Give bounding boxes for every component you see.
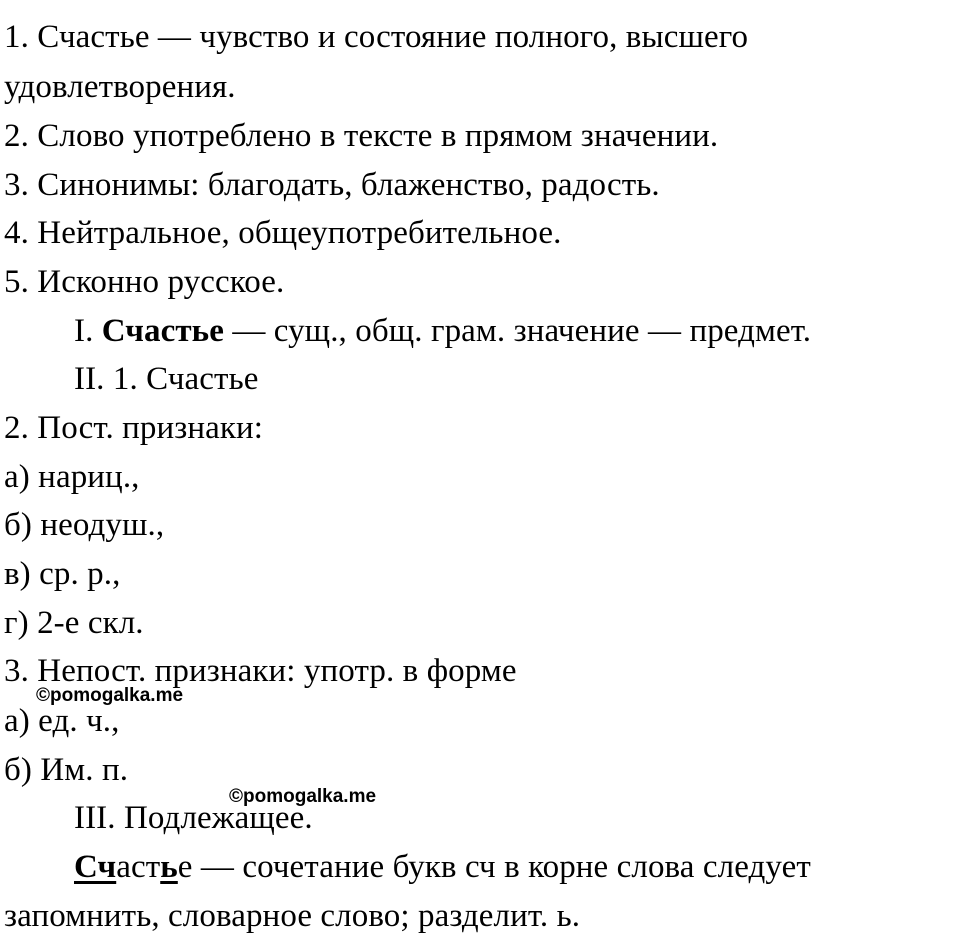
line-10: а) нариц., [4,459,140,495]
line-3: 2. Слово употреблено в тексте в прямом значении. [4,118,719,154]
line-7-prefix: I. [74,313,102,349]
line-16: б) Им. п. [4,752,129,788]
line-9: 2. Пост. признаки: [4,410,264,446]
line-7-rest: — сущ., общ. грам. значение — предмет. [223,313,812,349]
watermark: ©pomogalka.me [36,685,184,706]
line-13: г) 2-е скл. [4,605,144,641]
watermark: ©pomogalka.me [229,786,377,807]
line-7 [74,311,811,351]
line-15: а) ед. ч., [4,703,120,739]
line-17: III. Подлежащее. [74,800,313,836]
line-18-underlined-1: Сч [74,849,117,885]
line-1: 1. Счастье — чувство и состояние полного, высшего [4,19,749,55]
line-8: II. 1. Счастье [74,361,259,397]
line-11: б) неодуш., [4,507,165,543]
line-4: 3. Синонимы: благодать, блаженство, радость. [4,167,660,203]
line-18-underlined-2: ь [160,849,178,885]
line-18 [74,847,811,887]
line-5: 4. Нейтральное, общеупотребительное. [4,215,562,251]
line-18-part-4: е — сочетание букв сч в корне слова следует [177,849,811,885]
line-14: 3. Непост. признаки: употр. в форме [4,653,517,689]
line-19: запомнить, словарное слово; разделит. ь. [4,898,581,934]
line-2: удовлетворения. [4,69,236,105]
line-7-bold-word: Счастье [101,313,224,349]
line-12: в) ср. р., [4,556,121,592]
line-18-part-2: аст [116,849,161,885]
line-6: 5. Исконно русское. [4,264,285,300]
